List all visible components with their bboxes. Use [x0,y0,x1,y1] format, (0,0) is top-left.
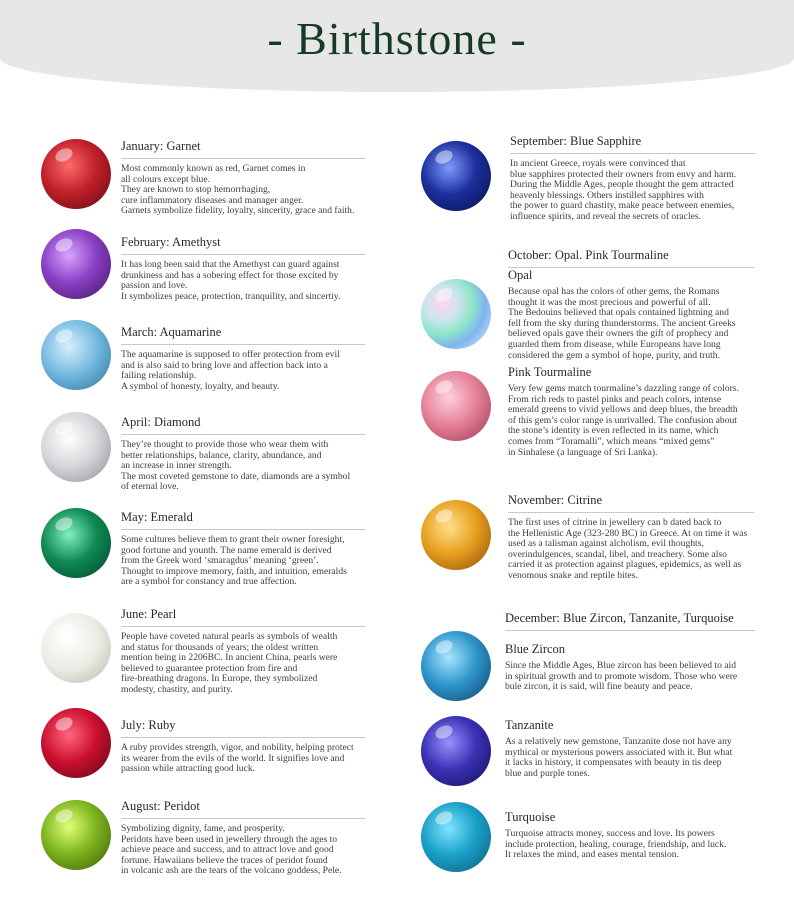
peridot-gem-icon [41,800,111,870]
entry-title: September: Blue Sapphire [510,134,756,154]
june-entry [121,607,365,696]
entry-text: Some cultures believe them to grant their owner foresight, good fortune and younth. The name emerald is derived from the Greek word ‘smaragdus’ meaning ‘green’. Thought to improve memory, faith, and intuition, emeralds are a symbol for constancy and true affection. [121,534,347,588]
ruby-gem-icon [41,708,111,778]
entry-title: August: Peridot [121,799,365,819]
entry-title: February: Amethyst [121,235,365,255]
entry-title: January: Garnet [121,139,365,159]
august-entry [121,799,365,877]
entry-title: July: Ruby [121,718,365,738]
blue-zircon-entry [505,642,755,693]
blue-zircon-gem-icon [421,631,491,701]
entry-text: People have coveted natural pearls as symbols of wealth and status for thousands of years; the oldest written mention being in 2206BC. In ancient China, pearls were believed to guarantee protection from fire and fire-breathing dragons. In Europe, they symbolized modesty, chastity, and purity. [121,631,338,695]
pearl-gem-icon [41,613,111,683]
garnet-gem-icon [41,139,111,209]
entry-text: A ruby provides strength, vigor, and nobility, helping protect its wearer from the evils of the world. It signifies love and passion while attracting good luck. [121,742,354,775]
entry-title: April: Diamond [121,415,365,435]
tanzanite-entry [505,718,755,779]
emerald-gem-icon [41,508,111,578]
pink-tourmaline-gem-icon [421,371,491,441]
entry-text: It has long been said that the Amethyst can guard against drunkiness and has a sobering effect for those excited by passion and love. It symbolizes peace, protection, tranquility, and sincertiy. [121,259,341,302]
opal-gem-icon [421,279,491,349]
entry-text: In ancient Greece, royals were convinced that blue sapphires protected their owners from envy and harm. During the Middle Ages, people thought the gem attracted heavenly blessings. Others instilled sapphires with the power to guard chastity, make peace between enemies, influence spirits, and reveal the secrets of oracles. [510,158,737,222]
entry-text: Most commonly known as red, Garnet comes in all colours except blue. They are known to stop hemorrhaging, cure inflammatory diseases and manager anger. Garnets symbolize fidelity, loyalty, sincerity, grace and faith. [121,163,355,217]
entry-text: They’re thought to provide those who wear them with better relationships, balance, clarity, abundance, and an increase in inner strength. The most coveted gemstone to date, diamonds are a symbol of eternal love. [121,439,351,493]
november-entry [508,493,754,582]
entry-title: June: Pearl [121,607,365,627]
entry-title: March: Aquamarine [121,325,365,345]
amethyst-gem-icon [41,229,111,299]
sapphire-gem-icon [421,141,491,211]
entry-text: Very few gems match tourmaline’s dazzling range of colors. From rich reds to pastel pinks and peach colors, intense emerald greens to vivid yellows and deep blues, the breadth of this gem’s color range is unrivalled. The confusion about the stone’s identity is even reflected in its name, which comes from “Toramalli”, which means “mixed gems” in Sinhalese (a language of Sri Lanka). [508,383,739,458]
entry-text: Symbolizing dignity, fame, and prosperity. Peridots have been used in jewellery through the ages to achieve peace and success, and to attract love and good fortune. Hawaiians believe the traces of peridot found in volcanic ash are the tears of the volcano goddess, Pele. [121,823,342,877]
entry-title: May: Emerald [121,510,365,530]
september-entry [510,134,756,223]
entry-title: Blue Zircon [505,642,566,656]
page-title: - Birthstone - [267,13,527,64]
january-entry [121,139,365,217]
entry-text: Since the Middle Ages, Blue zircon has been believed to aid in spiritual growth and to promote wisdom. Those who were bule zircon, it is said, will fine beauty and peace. [505,660,738,693]
pink-tourmaline-entry [508,365,754,458]
citrine-gem-icon [421,500,491,570]
aquamarine-gem-icon [41,320,111,390]
may-entry [121,510,365,588]
entry-text: Turquoise attracts money, success and love. Its powers include protection, healing, courage, friendship, and luck. It relaxes the mind, and eases mental tension. [505,828,727,861]
entry-title: Pink Tourmaline [508,365,592,379]
entry-text: As a relatively new gemstone, Tanzanite dose not have any mythical or mysterious powers associated with it. But what it lacks in history, it compensates with beauty in tis deep blue and purple tones. [505,736,733,779]
entry-title: November: Citrine [508,493,754,513]
opal-entry [508,268,754,361]
march-entry [121,325,365,392]
entry-title: Opal [508,268,533,282]
july-entry [121,718,365,775]
october-heading: October: Opal. Pink Tourmaline [508,248,754,268]
entry-title: Turquoise [505,810,556,824]
entry-title: Tanzanite [505,718,554,732]
entry-text: The first uses of citrine in jewellery can b dated back to the Hellenistic Age (323-280 BC) in Greece. At on time it was used as a talisman against alcholism, evil thoughts, overindulgences, scandal, libel, and treachery. Some also carried it as protection against plagues, epidemics, as well as venomous snake and reptile bites. [508,517,748,581]
april-entry [121,415,365,493]
february-entry [121,235,365,302]
tanzanite-gem-icon [421,716,491,786]
entry-text: The aquamarine is supposed to offer protection from evil and is also said to bring love and affection back into a failing relationship. A symbol of honesty, loyalty, and beauty. [121,349,340,392]
turquoise-entry [505,810,755,861]
diamond-gem-icon [41,412,111,482]
december-heading: December: Blue Zircon, Tanzanite, Turquoise [505,611,755,631]
turquoise-gem-icon [421,802,491,872]
entry-text: Because opal has the colors of other gems, the Romans thought it was the most precious and powerful of all. The Bedouins believed that opals contained lightning and fell from the sky during thunderstorms. The ancient Greeks believed opals gave their owners the gift of prophecy and guarded them from disease, while Europeans have long considered the gem a symbol of hope, purity, and truth. [508,286,736,361]
